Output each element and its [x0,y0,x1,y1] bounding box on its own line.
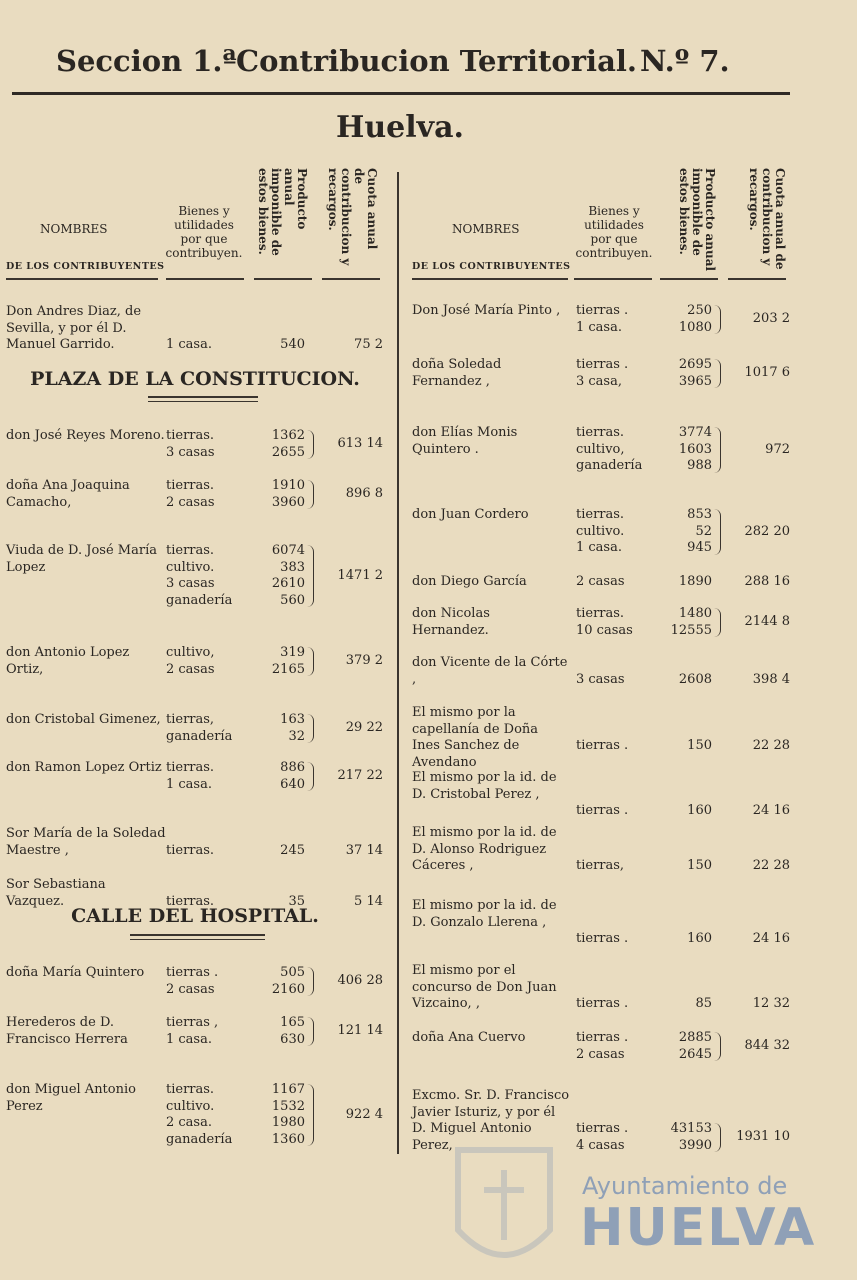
quota-value: 37 14 [345,842,383,858]
goods-label: 3 casas [166,444,215,460]
goods-label: tierras . [576,357,629,372]
goods-label: tierras . [576,1030,629,1045]
goods-label: 4 casas [576,1137,625,1153]
goods-label: cultivo. [166,1098,215,1114]
rule [254,278,312,280]
quota-value: 1471 2 [337,567,383,583]
goods-label: tierras, [166,712,215,727]
quota-value: 613 14 [337,436,383,452]
contributor-name: Sor Sebastiana Vazquez. [6,877,106,909]
product-value: 2165 [271,661,305,677]
product-value: 150 [687,738,712,753]
contributor-name: don Antonio Lopez Ortiz, [6,645,130,677]
contributor-name: El mismo por el concurso de Don Juan Vizcaino, , [412,963,557,1011]
quota-value: 22 28 [752,738,790,753]
goods-label: 2 casas [576,1046,625,1062]
rule [412,278,568,280]
product-value: 1167 [271,1082,305,1097]
column-divider [397,172,399,1154]
quota-value: 5 14 [354,893,383,909]
product-value: 3960 [271,494,305,510]
goods-label: tierras. [166,478,215,493]
product-value: 1890 [678,574,712,589]
quota-value: 844 32 [744,1038,790,1054]
quota-value: 1017 6 [744,365,790,381]
product-value: 2608 [678,671,712,687]
page-title: Contribucion Territorial. [236,44,637,78]
product-value: 2695 [678,357,712,372]
section-rule [130,934,265,940]
col-names-title: NOMBRES [452,222,520,236]
product-value: 988 [687,458,712,473]
goods-label: tierras. [166,842,215,858]
contributor-name: doña Ana Cuervo [412,1030,526,1045]
product-value: 3990 [678,1137,712,1153]
goods-label: cultivo, [576,441,625,457]
goods-label: 1 casa. [166,776,212,792]
goods-label: 3 casas [166,576,215,591]
product-value: 2655 [271,444,305,460]
goods-label: tierras . [576,931,629,946]
rule [6,278,158,280]
product-value: 35 [288,893,305,909]
contributor-name: don José Reyes Moreno. [6,428,165,443]
product-value: 32 [288,728,305,744]
product-value: 2885 [678,1030,712,1045]
watermark-line1: Ayuntamiento de [582,1172,788,1200]
product-value: 150 [687,858,712,873]
rule [728,278,786,280]
goods-label: 1 casa. [166,337,212,352]
page-header [0,40,857,85]
product-value: 1910 [271,478,305,493]
quota-value: 2144 8 [744,614,790,630]
product-value: 160 [687,931,712,946]
product-value: 85 [695,996,712,1011]
goods-label: tierras. [166,893,215,909]
col-names-subtitle: DE LOS CONTRIBUYENTES [6,261,165,272]
contributor-name: doña María Quintero [6,965,145,980]
contributor-name: El mismo por la capellanía de Doña Ines Sanchez de Avendano [412,705,539,770]
goods-label: cultivo. [576,523,625,539]
product-value: 12555 [670,622,712,638]
contributor-name: don Cristobal Gimenez, [6,712,161,727]
goods-label: ganadería [166,592,233,608]
product-value: 1080 [678,319,712,335]
page-number: N.º 7. [640,44,730,78]
contributor-name: doña Ana Joaquina Camacho, [6,478,130,510]
quota-value: 282 20 [744,523,790,539]
product-value: 640 [280,776,305,792]
product-value: 2610 [271,576,305,591]
col-product-header: Producto anual imponible de estos bienes. [256,168,309,256]
city-title: Huelva. [336,110,464,145]
product-value: 160 [687,803,712,818]
contributor-name: don Diego García [412,574,527,589]
goods-label: tierras. [166,760,215,775]
quota-value: 398 4 [752,671,790,687]
goods-label: ganadería [576,458,643,473]
goods-label: 2 casa. [166,1115,212,1130]
goods-label: tierras. [166,428,215,443]
goods-label: ganadería [166,1131,233,1147]
col-goods-header: Bienes y utilidades por que contribuyen. [575,204,653,260]
watermark-line2: HUELVA [580,1198,817,1258]
header-rule [12,92,790,95]
contributor-name: El mismo por la id. de D. Alonso Rodriguez Cáceres , [412,825,557,873]
contributor-name: Sor María de la Soledad Maestre , [6,826,166,858]
contributor-name: Viuda de D. José María Lopez [6,543,157,575]
quota-value: 406 28 [337,973,383,989]
section-rule [148,396,258,402]
product-value: 250 [687,303,712,318]
product-value: 853 [687,507,712,522]
product-value: 163 [280,712,305,727]
rule [166,278,244,280]
col-names-subtitle: DE LOS CONTRIBUYENTES [412,261,571,272]
contributor-name: Excmo. Sr. D. Francisco Javier Isturiz, y por él D. Miguel Antonio Perez, [412,1088,570,1153]
goods-label: cultivo, [166,645,215,660]
goods-label: 2 casas [576,574,625,589]
col-quota-header: Cuota anual de contribucion y recargos. [747,168,787,270]
quota-value: 288 16 [744,574,790,589]
quota-value: 1931 10 [736,1129,790,1145]
quota-value: 203 2 [752,311,790,327]
contributor-name: El mismo por la id. de D. Cristobal Perez , [412,770,557,802]
rule [322,278,380,280]
product-value: 540 [280,337,305,352]
product-value: 245 [280,842,305,858]
contributor-name: doña Soledad Fernandez , [412,357,502,389]
product-value: 1360 [271,1131,305,1147]
product-value: 1603 [678,441,712,457]
quota-value: 121 14 [337,1023,383,1039]
goods-label: 1 casa. [576,540,622,555]
contributor-name: don Nicolas Hernandez. [412,606,490,638]
col-names-title: NOMBRES [40,222,108,236]
goods-label: tierras. [576,425,625,440]
goods-label: tierras . [576,1121,629,1136]
quota-value: 24 16 [752,931,790,946]
contributor-name: don Miguel Antonio Perez [6,1082,136,1114]
quota-value: 22 28 [752,858,790,873]
contributor-name: Don Andres Diaz, de Sevilla, y por él D. Manuel Garrido. [6,304,142,352]
quota-value: 12 32 [752,996,790,1011]
col-goods-header: Bienes y utilidades por que contribuyen. [165,204,243,260]
goods-label: tierras. [576,507,625,522]
section-title-plaza: PLAZA DE LA CONSTITUCION. [30,368,360,390]
goods-label: 3 casas [576,671,625,687]
goods-label: tierras . [576,996,629,1011]
section-label: Seccion 1.ª [56,44,237,78]
product-value: 6074 [271,543,305,558]
col-quota-header: Cuota anual de contribucion y recargos. [326,168,379,266]
product-value: 945 [687,540,712,555]
goods-label: 1 casa. [166,1031,212,1047]
goods-label: tierras . [576,803,629,818]
contributor-name: El mismo por la id. de D. Gonzalo Llerena , [412,898,557,930]
product-value: 383 [280,559,305,575]
product-value: 319 [280,645,305,660]
product-value: 1362 [271,428,305,443]
goods-label: tierras . [166,965,219,980]
product-value: 1480 [678,606,712,621]
quota-value: 972 [765,441,790,457]
quota-value: 379 2 [345,653,383,669]
goods-label: tierras . [576,738,629,753]
goods-label: 10 casas [576,622,633,638]
contributor-name: don Ramon Lopez Ortiz [6,760,162,775]
quota-value: 922 4 [345,1106,383,1122]
goods-label: tierras . [576,303,629,318]
quota-value: 29 22 [345,720,383,736]
product-value: 886 [280,760,305,775]
product-value: 1532 [271,1098,305,1114]
goods-label: 1 casa. [576,319,622,335]
contributor-name: don Elías Monis Quintero . [412,425,518,457]
rule [660,278,718,280]
goods-label: tierras. [166,1082,215,1097]
col-product-header: Producto anual imponible de estos bienes. [677,168,717,272]
goods-label: 2 casas [166,494,215,510]
contributor-name: Herederos de D. Francisco Herrera [6,1015,128,1047]
goods-label: 2 casas [166,981,215,997]
product-value: 43153 [670,1121,712,1136]
goods-label: cultivo. [166,559,215,575]
goods-label: tierras. [166,543,215,558]
section-title-hospital: CALLE DEL HOSPITAL. [71,905,319,927]
contributor-name: don Juan Cordero [412,507,529,522]
goods-label: 2 casas [166,661,215,677]
product-value: 630 [280,1031,305,1047]
goods-label: tierras. [576,606,625,621]
product-value: 2645 [678,1046,712,1062]
product-value: 505 [280,965,305,980]
goods-label: tierras, [576,858,625,873]
quota-value: 217 22 [337,768,383,784]
goods-label: 3 casa, [576,373,622,389]
quota-value: 24 16 [752,803,790,818]
product-value: 560 [280,592,305,608]
goods-label: ganadería [166,728,233,744]
product-value: 52 [695,523,712,539]
contributor-name: don Vicente de la Córte , [412,655,568,687]
product-value: 2160 [271,981,305,997]
product-value: 3965 [678,373,712,389]
goods-label: tierras , [166,1015,219,1030]
quota-value: 896 8 [345,486,383,502]
quota-value: 75 2 [354,337,383,352]
product-value: 165 [280,1015,305,1030]
product-value: 1980 [271,1115,305,1130]
rule [574,278,652,280]
contributor-name: Don José María Pinto , [412,303,561,318]
product-value: 3774 [678,425,712,440]
